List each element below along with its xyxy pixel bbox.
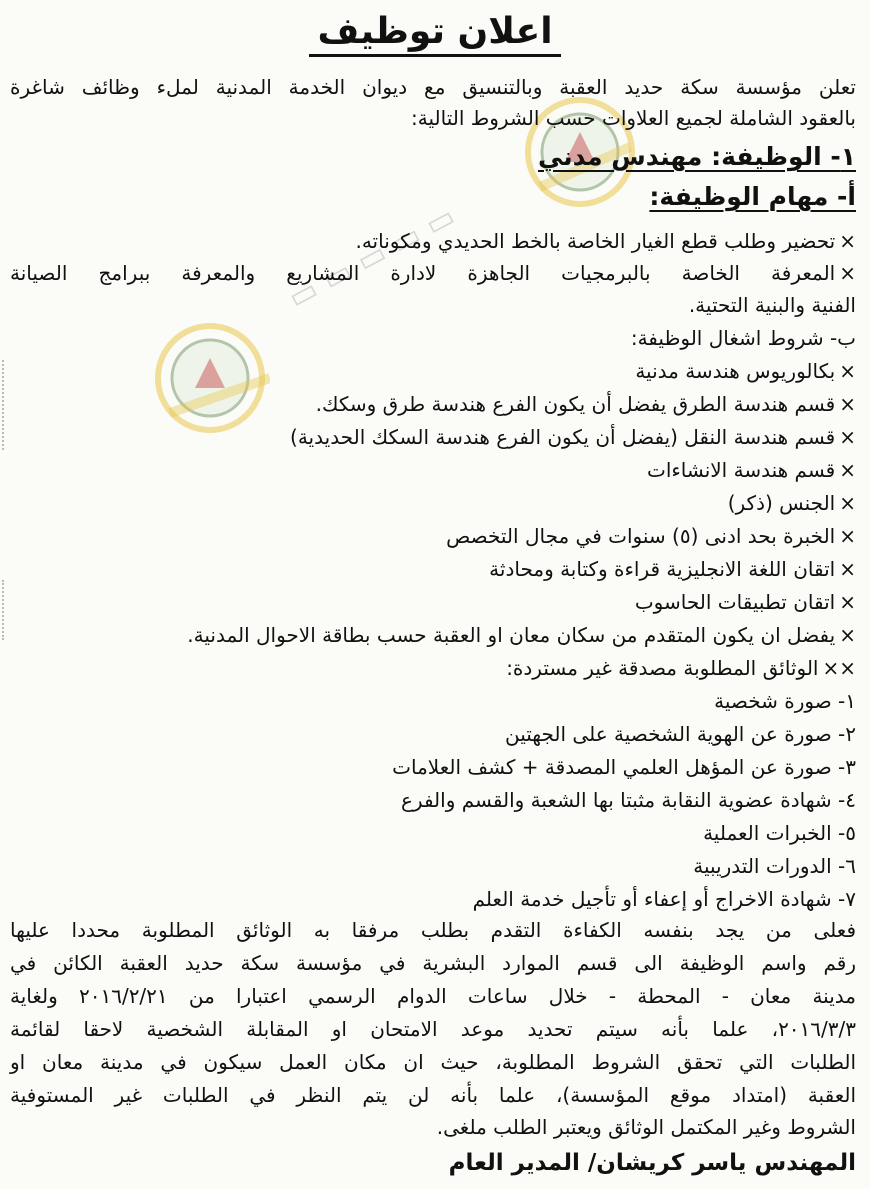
document-item: ٥- الخبرات العملية [703,821,856,845]
duties-heading: أ- مهام الوظيفة: [649,182,856,211]
document-item: ٤- شهادة عضوية النقابة مثبتا بها الشعبة والقسم والفرع [400,788,856,812]
condition-item: ×اتقان اللغة الانجليزية قراءة وكتابة ومحادثة [489,557,856,581]
duty-item: ×المعرفة الخاصة بالبرمجيات الجاهزة لادارة المشاريع والمعرفة ببرامج الصيانة [10,261,856,285]
condition-item: ×اتقان تطبيقات الحاسوب [634,590,856,614]
civil-service-seal-icon [150,318,270,438]
document-item: ١- صورة شخصية [714,689,856,713]
duty-item: ×تحضير وطلب قطع الغيار الخاصة بالخط الحديدي ومكوناته. [355,229,856,253]
document-item: ٧- شهادة الاخراج أو إعفاء أو تأجيل خدمة العلم [472,887,856,911]
scan-mark [2,360,18,450]
closing-line: رقم واسم الوظيفة الى قسم الموارد البشرية في مؤسسة سكة حديد العقبة الكائن في [10,951,856,975]
job-heading: ١- الوظيفة: مهندس مدني [537,142,856,171]
closing-line: مدينة معان - المحطة - خلال ساعات الدوام الرسمي اعتبارا من ٢٠١٦/٢/٢١ ولغاية [10,984,856,1008]
scan-mark [2,580,18,640]
closing-line: فعلى من يجد بنفسه الكفاءة التقدم بطلب مرفقا به الوثائق المطلوبة محددا عليها [10,918,856,942]
condition-item: ×الجنس (ذكر) [727,491,856,515]
closing-line: ٢٠١٦/٣/٣، علما بأنه سيتم تحديد موعد الامتحان او المقابلة الشخصية لاحقا لقائمة [10,1017,856,1041]
conditions-heading: ب- شروط اشغال الوظيفة: [630,326,856,350]
condition-item: ×قسم هندسة النقل (يفضل أن يكون الفرع هندسة السكك الحديدية) [290,425,856,449]
closing-line: الطلبات التي تحقق الشروط المطلوبة، حيث ان مكان العمل سيكون في مدينة معان او [10,1050,856,1074]
closing-line: الشروط وغير المكتمل الوثائق ويعتبر الطلب ملغى. [436,1115,856,1139]
condition-item: ×الخبرة بحد ادنى (٥) سنوات في مجال التخصص [446,524,856,548]
condition-item: ×بكالوريوس هندسة مدنية [635,359,856,383]
intro-line: تعلن مؤسسة سكة حديد العقبة وبالتنسيق مع ديوان الخدمة المدنية لملء وظائف شاغرة [10,75,856,99]
document-item: ٦- الدورات التدريبية [693,854,856,878]
documents-heading: ××الوثائق المطلوبة مصدقة غير مستردة: [506,656,856,680]
closing-line: العقبة (امتداد موقع المؤسسة)، علما بأنه لن يتم النظر في الطلبات غير المستوفية [10,1083,856,1107]
signature: المهندس ياسر كريشان/ المدير العام [448,1150,856,1176]
page-title: اعلان توظيف [0,8,870,56]
document-item: ٣- صورة عن المؤهل العلمي المصدقة + كشف العلامات [392,755,856,779]
intro-line: بالعقود الشاملة لجميع العلاوات حسب الشروط التالية: [411,106,856,130]
document-item: ٢- صورة عن الهوية الشخصية على الجهتين [504,722,856,746]
watermark-icon: ▭ ▭ ▭ ▭ ▭ [282,198,461,317]
condition-item: ×قسم هندسة الطرق يفضل أن يكون الفرع هندسة طرق وسكك. [315,392,856,416]
condition-item: ×قسم هندسة الانشاءات [646,458,856,482]
duty-item-continuation: الفنية والبنية التحتية. [688,293,856,317]
condition-item: ×يفضل ان يكون المتقدم من سكان معان او العقبة حسب بطاقة الاحوال المدنية. [187,623,856,647]
